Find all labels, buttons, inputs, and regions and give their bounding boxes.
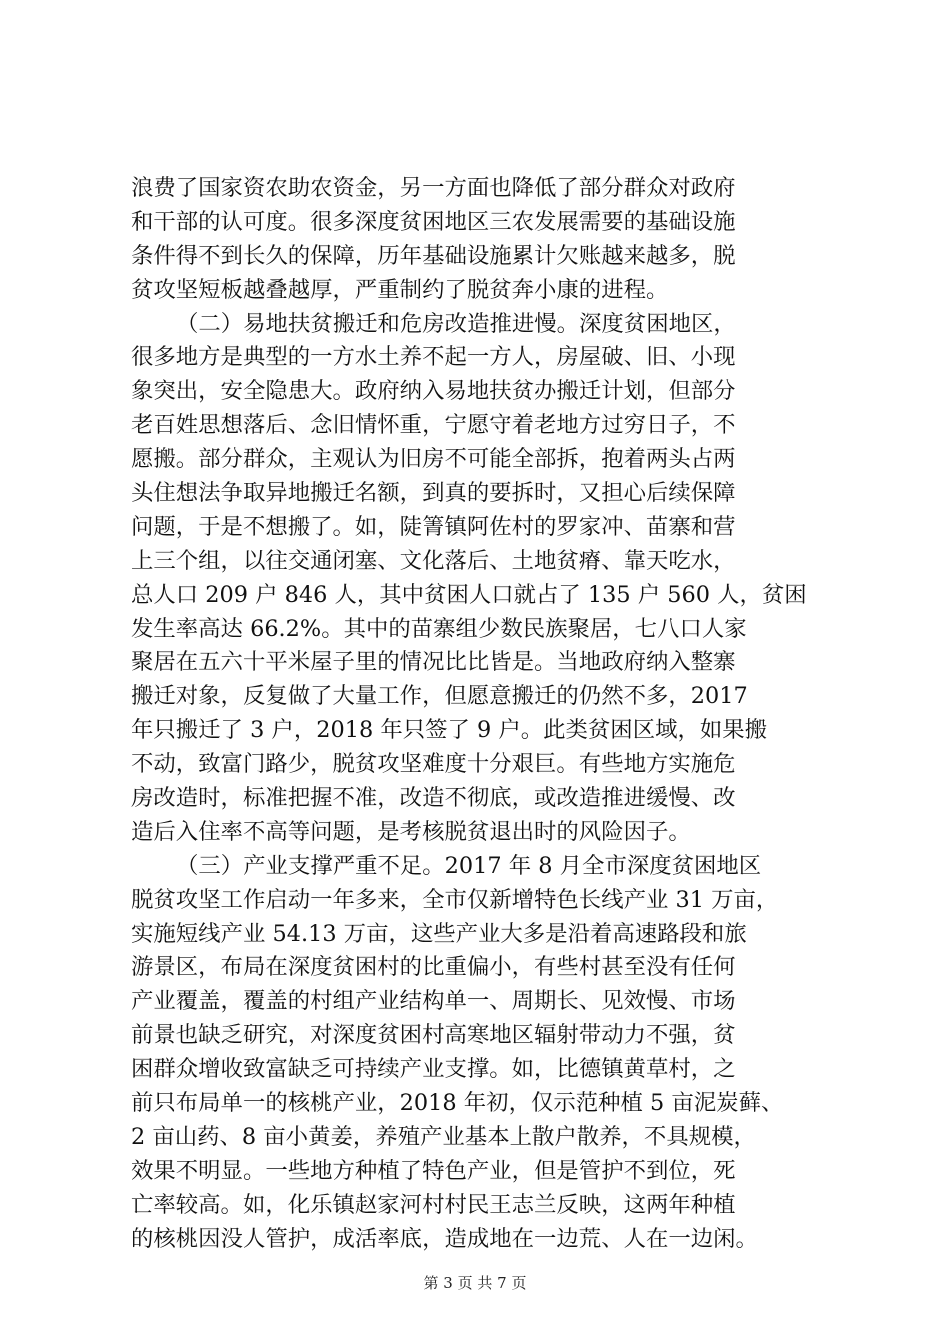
document-body	[131, 172, 821, 1257]
text-line: 浪费了国家资农助农资金，另一方面也降低了部分群众对政府	[131, 175, 736, 201]
text-line: 前景也缺乏研究，对深度贫困村高寒地区辐射带动力不强，贫	[131, 1022, 736, 1049]
page-footer: 第 3 页 共 7 页	[423, 1274, 527, 1292]
text-line: 造后入住率不高等问题，是考核脱贫退出时的风险因子。	[131, 818, 691, 845]
text-line: 发生率高达 66.2%。其中的苗寨组少数民族聚居，七八口人家	[131, 615, 747, 642]
text-line: 贫攻坚短板越叠越厚，严重制约了脱贫奔小康的进程。	[131, 276, 669, 303]
text-line: 前只布局单一的核桃产业，2018 年初，仅示范种植 5 亩泥炭藓、	[131, 1090, 784, 1117]
text-line: 游景区，布局在深度贫困村的比重偏小，有些村甚至没有任何	[131, 954, 736, 981]
paragraph	[131, 850, 821, 1257]
text-line: 总人口 209 户 846 人，其中贫困人口就占了 135 户 560 人，贫困	[131, 581, 807, 608]
text-line: 的核桃因没人管护，成活率底，造成地在一边荒、人在一边闲。	[131, 1225, 758, 1252]
text-line: 象突出，安全隐患大。政府纳入易地扶贫办搬迁计划，但部分	[131, 378, 736, 405]
text-line: 老百姓思想落后、念旧情怀重，宁愿守着老地方过穷日子，不	[131, 412, 736, 439]
text-line: 问题，于是不想搬了。如，陡箐镇阿佐村的罗家冲、苗寨和营	[131, 513, 736, 540]
text-line: 年只搬迁了 3 户，2018 年只签了 9 户。此类贫困区域，如果搬	[131, 717, 768, 744]
text-line: 房改造时，标准把握不准，改造不彻底，或改造推进缓慢、改	[131, 785, 736, 812]
paragraph	[131, 308, 821, 850]
text-line: 困群众增收致富缺乏可持续产业支撑。如，比德镇黄草村，之	[131, 1056, 736, 1083]
text-line: 脱贫攻坚工作启动一年多来，全市仅新增特色长线产业 31 万亩，	[131, 886, 779, 913]
text-line: （三）产业支撑严重不足。2017 年 8 月全市深度贫困地区	[176, 852, 762, 879]
text-line: 很多地方是典型的一方水土养不起一方人，房屋破、旧、小现	[131, 344, 736, 371]
text-line: 2 亩山药、8 亩小黄姜，养殖产业基本上散户散养，不具规模，	[131, 1123, 756, 1150]
text-line: 亡率较高。如，化乐镇赵家河村村民王志兰反映，这两年种植	[131, 1191, 736, 1218]
text-line: 实施短线产业 54.13 万亩，这些产业大多是沿着高速路段和旅	[131, 920, 747, 947]
text-line: 愿搬。部分群众，主观认为旧房不可能全部拆，抱着两头占两	[131, 446, 736, 473]
text-line: 头住想法争取异地搬迁名额，到真的要拆时，又担心后续保障	[131, 480, 736, 507]
paragraph	[131, 172, 821, 308]
text-line: 搬迁对象，反复做了大量工作，但愿意搬迁的仍然不多，2017	[131, 683, 748, 710]
text-line: 聚居在五六十平米屋子里的情况比比皆是。当地政府纳入整寨	[131, 649, 736, 676]
text-line: 不动，致富门路少，脱贫攻坚难度十分艰巨。有些地方实施危	[131, 751, 736, 778]
text-line: 上三个组，以往交通闭塞、文化落后、土地贫瘠、靠天吃水，	[131, 547, 736, 574]
text-line: 产业覆盖，覆盖的村组产业结构单一、周期长、见效慢、市场	[131, 988, 736, 1015]
text-line: 效果不明显。一些地方种植了特色产业，但是管护不到位，死	[131, 1157, 736, 1184]
text-line: 和干部的认可度。很多深度贫困地区三农发展需要的基础设施	[131, 208, 736, 235]
text-line: 条件得不到长久的保障，历年基础设施累计欠账越来越多，脱	[131, 242, 736, 269]
text-line: （二）易地扶贫搬迁和危房改造推进慢。深度贫困地区，	[176, 310, 736, 337]
